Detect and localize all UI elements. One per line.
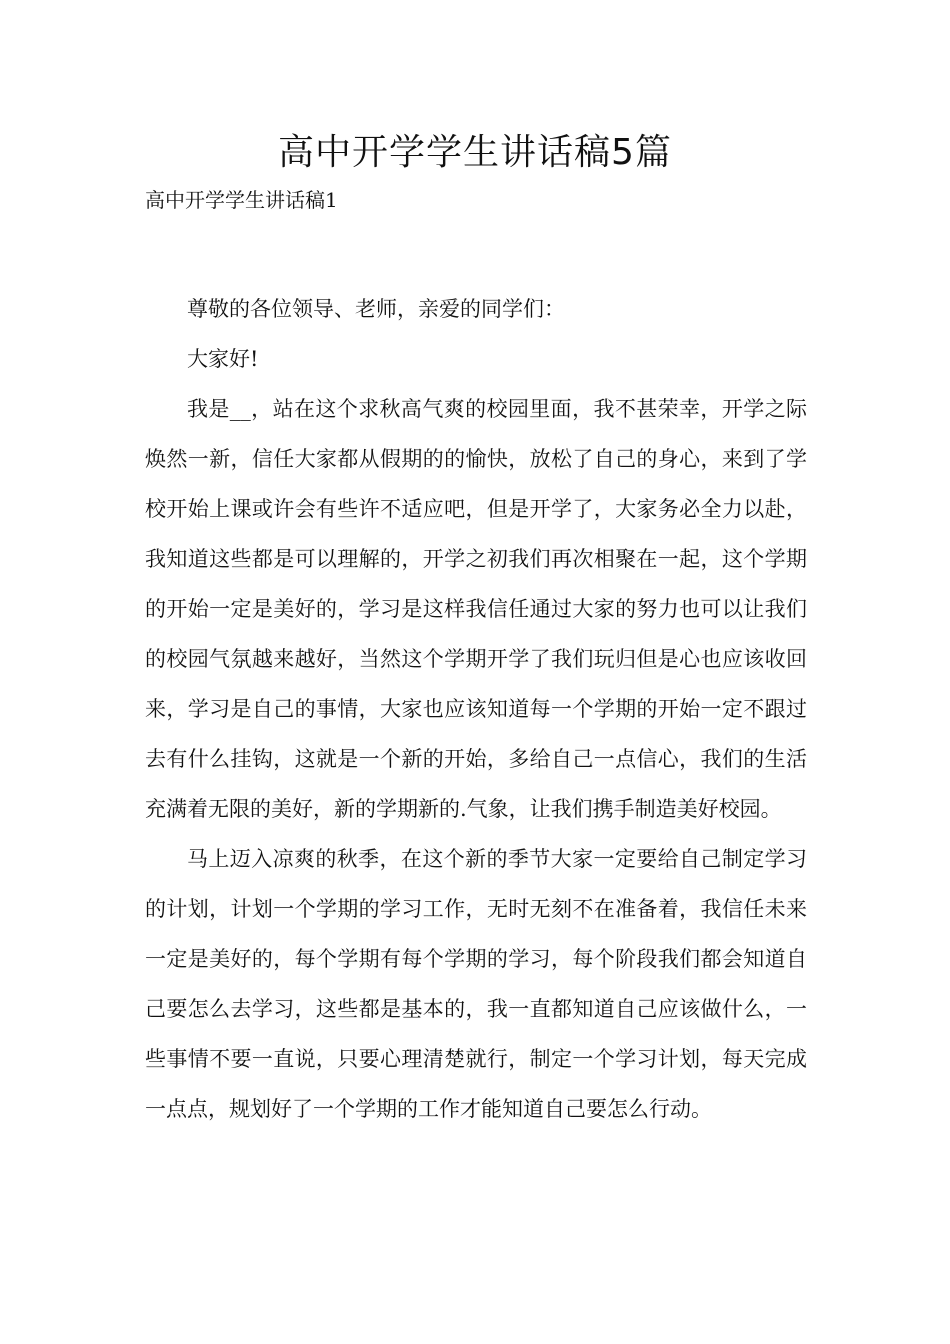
paragraph-salutation: 尊敬的各位领导、老师，亲爱的同学们： — [187, 297, 565, 321]
paragraph-body-1: 我是__，站在这个求秋高气爽的校园里面，我不甚荣幸，开学之际焕然一新，信任大家都从假期的的愉快，放松了自己的身心，来到了学校开始上课或许会有些许不适应吧，但是开学了，大家务必全力以赴，我知道这些都是可以理解的，开学之初我们再次相聚在一起，这个学期的开始一定是美好的，学习是这样我信任通过大家的努力也可以让我们的校园气氛越来越好，当然这个学期开学了我们玩归但是心也应该收回来，学习是自己的事情，大家也应该知道每一个学期的开始一定不跟过去有什么挂钩，这就是一个新的开始，多给自己一点信心，我们的生活充满着无限的美好，新的学期新的.气象，让我们携手制造美好校园。 — [145, 397, 807, 821]
paragraph-body-2: 马上迈入凉爽的秋季，在这个新的季节大家一定要给自己制定学习的计划，计划一个学期的学习工作，无时无刻不在准备着，我信任未来一定是美好的，每个学期有每个学期的学习，每个阶段我们都会知道自己要怎么去学习，这些都是基本的，我一直都知道自己应该做什么，一些事情不要一直说，只要心理清楚就行，制定一个学习计划，每天完成一点点，规划好了一个学期的工作才能知道自己要怎么行动。 — [145, 847, 807, 1121]
document-body — [145, 284, 807, 1134]
section-heading: 高中开学学生讲话稿1 — [145, 188, 338, 212]
paragraph-greeting: 大家好! — [187, 347, 259, 371]
document-title: 高中开学学生讲话稿5篇 — [278, 132, 672, 173]
